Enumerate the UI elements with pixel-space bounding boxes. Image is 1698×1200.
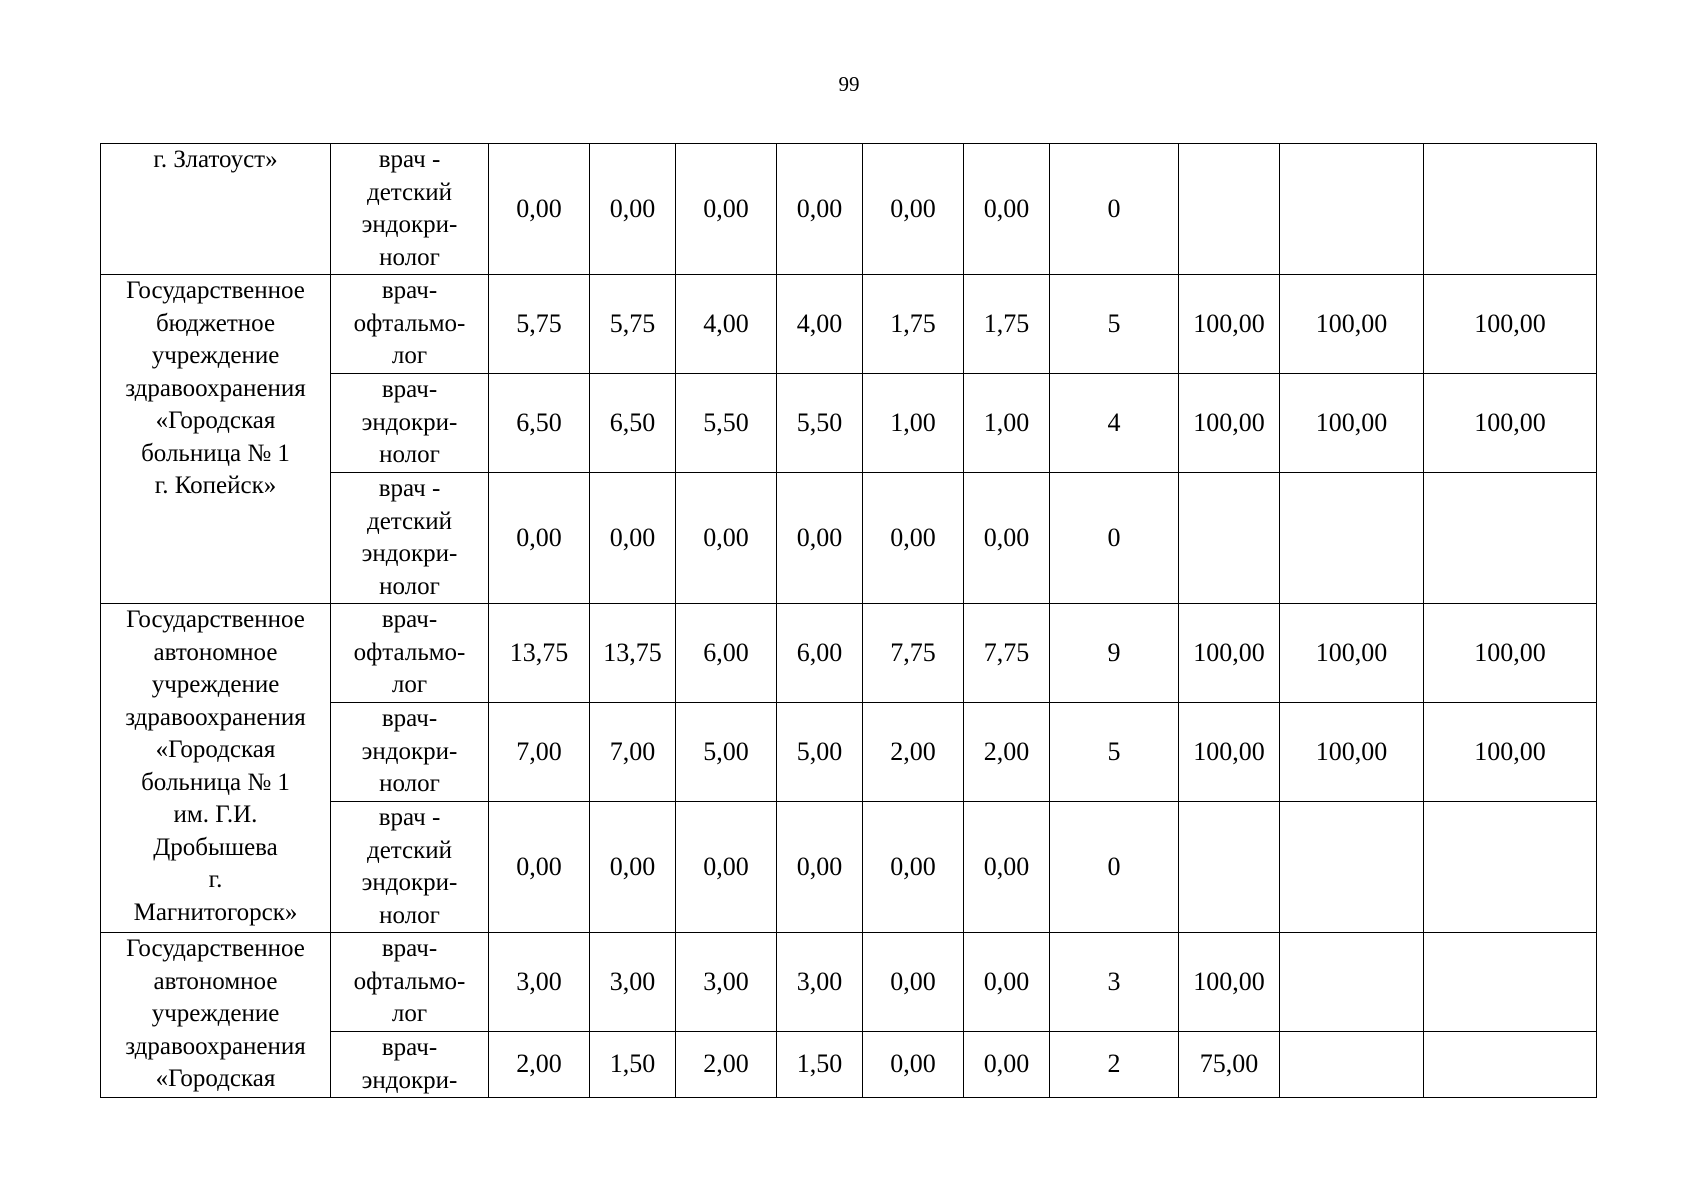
value-cell: 0,00 <box>964 933 1050 1032</box>
specialty-cell: врач- эндокри- <box>331 1032 489 1098</box>
value-cell: 2,00 <box>489 1032 590 1098</box>
value-cell <box>1424 1032 1597 1098</box>
value-cell: 5,00 <box>777 703 863 802</box>
staffing-table <box>100 143 1597 1098</box>
specialty-cell: врач - детский эндокри- нолог <box>331 802 489 933</box>
specialty-cell: врач - детский эндокри- нолог <box>331 473 489 604</box>
value-cell: 0,00 <box>590 144 676 275</box>
value-cell: 0,00 <box>863 144 964 275</box>
value-cell: 0,00 <box>777 473 863 604</box>
value-cell: 7,00 <box>489 703 590 802</box>
value-cell <box>1280 144 1424 275</box>
value-cell: 100,00 <box>1280 604 1424 703</box>
value-cell: 100,00 <box>1179 275 1280 374</box>
value-cell: 100,00 <box>1179 933 1280 1032</box>
value-cell: 2,00 <box>863 703 964 802</box>
organization-cell: г. Златоуст» <box>101 144 331 275</box>
value-cell: 4 <box>1050 374 1179 473</box>
value-cell: 0,00 <box>676 473 777 604</box>
value-cell: 1,00 <box>863 374 964 473</box>
value-cell: 0,00 <box>863 933 964 1032</box>
value-cell: 5,75 <box>489 275 590 374</box>
value-cell: 0,00 <box>964 1032 1050 1098</box>
organization-cell: Государственное автономное учреждение здравоохранения «Городская <box>101 933 331 1098</box>
value-cell: 100,00 <box>1179 374 1280 473</box>
value-cell: 0 <box>1050 473 1179 604</box>
value-cell: 100,00 <box>1280 374 1424 473</box>
value-cell <box>1280 802 1424 933</box>
value-cell: 0,00 <box>590 802 676 933</box>
value-cell: 0,00 <box>676 802 777 933</box>
value-cell: 6,50 <box>489 374 590 473</box>
value-cell: 100,00 <box>1179 604 1280 703</box>
value-cell <box>1179 144 1280 275</box>
value-cell: 0,00 <box>489 144 590 275</box>
table-row <box>101 604 1597 703</box>
value-cell: 6,50 <box>590 374 676 473</box>
value-cell: 1,50 <box>777 1032 863 1098</box>
value-cell: 1,00 <box>964 374 1050 473</box>
value-cell: 5,75 <box>590 275 676 374</box>
value-cell: 13,75 <box>590 604 676 703</box>
value-cell: 75,00 <box>1179 1032 1280 1098</box>
value-cell: 1,75 <box>964 275 1050 374</box>
value-cell: 7,00 <box>590 703 676 802</box>
value-cell: 0,00 <box>777 144 863 275</box>
value-cell: 3,00 <box>777 933 863 1032</box>
value-cell: 7,75 <box>964 604 1050 703</box>
value-cell: 0,00 <box>964 473 1050 604</box>
specialty-cell: врач- офтальмо- лог <box>331 604 489 703</box>
value-cell: 100,00 <box>1280 703 1424 802</box>
value-cell: 2,00 <box>964 703 1050 802</box>
value-cell: 0,00 <box>863 473 964 604</box>
value-cell: 2,00 <box>676 1032 777 1098</box>
value-cell: 3,00 <box>676 933 777 1032</box>
value-cell: 100,00 <box>1424 604 1597 703</box>
value-cell: 1,75 <box>863 275 964 374</box>
value-cell: 9 <box>1050 604 1179 703</box>
specialty-cell: врач- эндокри- нолог <box>331 374 489 473</box>
specialty-cell: врач- офтальмо- лог <box>331 275 489 374</box>
value-cell: 0,00 <box>863 802 964 933</box>
value-cell: 13,75 <box>489 604 590 703</box>
organization-cell: Государственное автономное учреждение здравоохранения «Городская больница № 1 им. Г.И. Дробышева г. Магнитогорск» <box>101 604 331 933</box>
value-cell <box>1280 933 1424 1032</box>
value-cell: 3,00 <box>590 933 676 1032</box>
value-cell: 3 <box>1050 933 1179 1032</box>
value-cell: 6,00 <box>676 604 777 703</box>
value-cell: 100,00 <box>1179 703 1280 802</box>
value-cell: 0,00 <box>863 1032 964 1098</box>
value-cell: 0,00 <box>964 802 1050 933</box>
value-cell <box>1179 802 1280 933</box>
value-cell <box>1179 473 1280 604</box>
value-cell: 100,00 <box>1424 374 1597 473</box>
value-cell: 100,00 <box>1424 703 1597 802</box>
table-row <box>101 933 1597 1032</box>
table-row <box>101 144 1597 275</box>
value-cell: 0,00 <box>777 802 863 933</box>
value-cell: 0 <box>1050 144 1179 275</box>
organization-cell: Государственное бюджетное учреждение здравоохранения «Городская больница № 1 г. Копейск» <box>101 275 331 604</box>
value-cell: 7,75 <box>863 604 964 703</box>
value-cell: 0,00 <box>590 473 676 604</box>
value-cell: 6,00 <box>777 604 863 703</box>
value-cell: 2 <box>1050 1032 1179 1098</box>
value-cell <box>1280 1032 1424 1098</box>
value-cell: 5 <box>1050 275 1179 374</box>
value-cell: 0 <box>1050 802 1179 933</box>
value-cell <box>1424 144 1597 275</box>
value-cell: 5,00 <box>676 703 777 802</box>
specialty-cell: врач- офтальмо- лог <box>331 933 489 1032</box>
value-cell <box>1424 933 1597 1032</box>
value-cell: 3,00 <box>489 933 590 1032</box>
value-cell: 5,50 <box>777 374 863 473</box>
specialty-cell: врач - детский эндокри- нолог <box>331 144 489 275</box>
value-cell <box>1280 473 1424 604</box>
value-cell: 5,50 <box>676 374 777 473</box>
value-cell <box>1424 802 1597 933</box>
value-cell <box>1424 473 1597 604</box>
value-cell: 0,00 <box>489 473 590 604</box>
value-cell: 4,00 <box>777 275 863 374</box>
value-cell: 0,00 <box>676 144 777 275</box>
value-cell: 0,00 <box>489 802 590 933</box>
value-cell: 1,50 <box>590 1032 676 1098</box>
page-number: 99 <box>838 72 860 96</box>
value-cell: 100,00 <box>1424 275 1597 374</box>
value-cell: 0,00 <box>964 144 1050 275</box>
value-cell: 100,00 <box>1280 275 1424 374</box>
table-row <box>101 275 1597 374</box>
table-body <box>101 144 1597 1098</box>
specialty-cell: врач- эндокри- нолог <box>331 703 489 802</box>
value-cell: 4,00 <box>676 275 777 374</box>
value-cell: 5 <box>1050 703 1179 802</box>
